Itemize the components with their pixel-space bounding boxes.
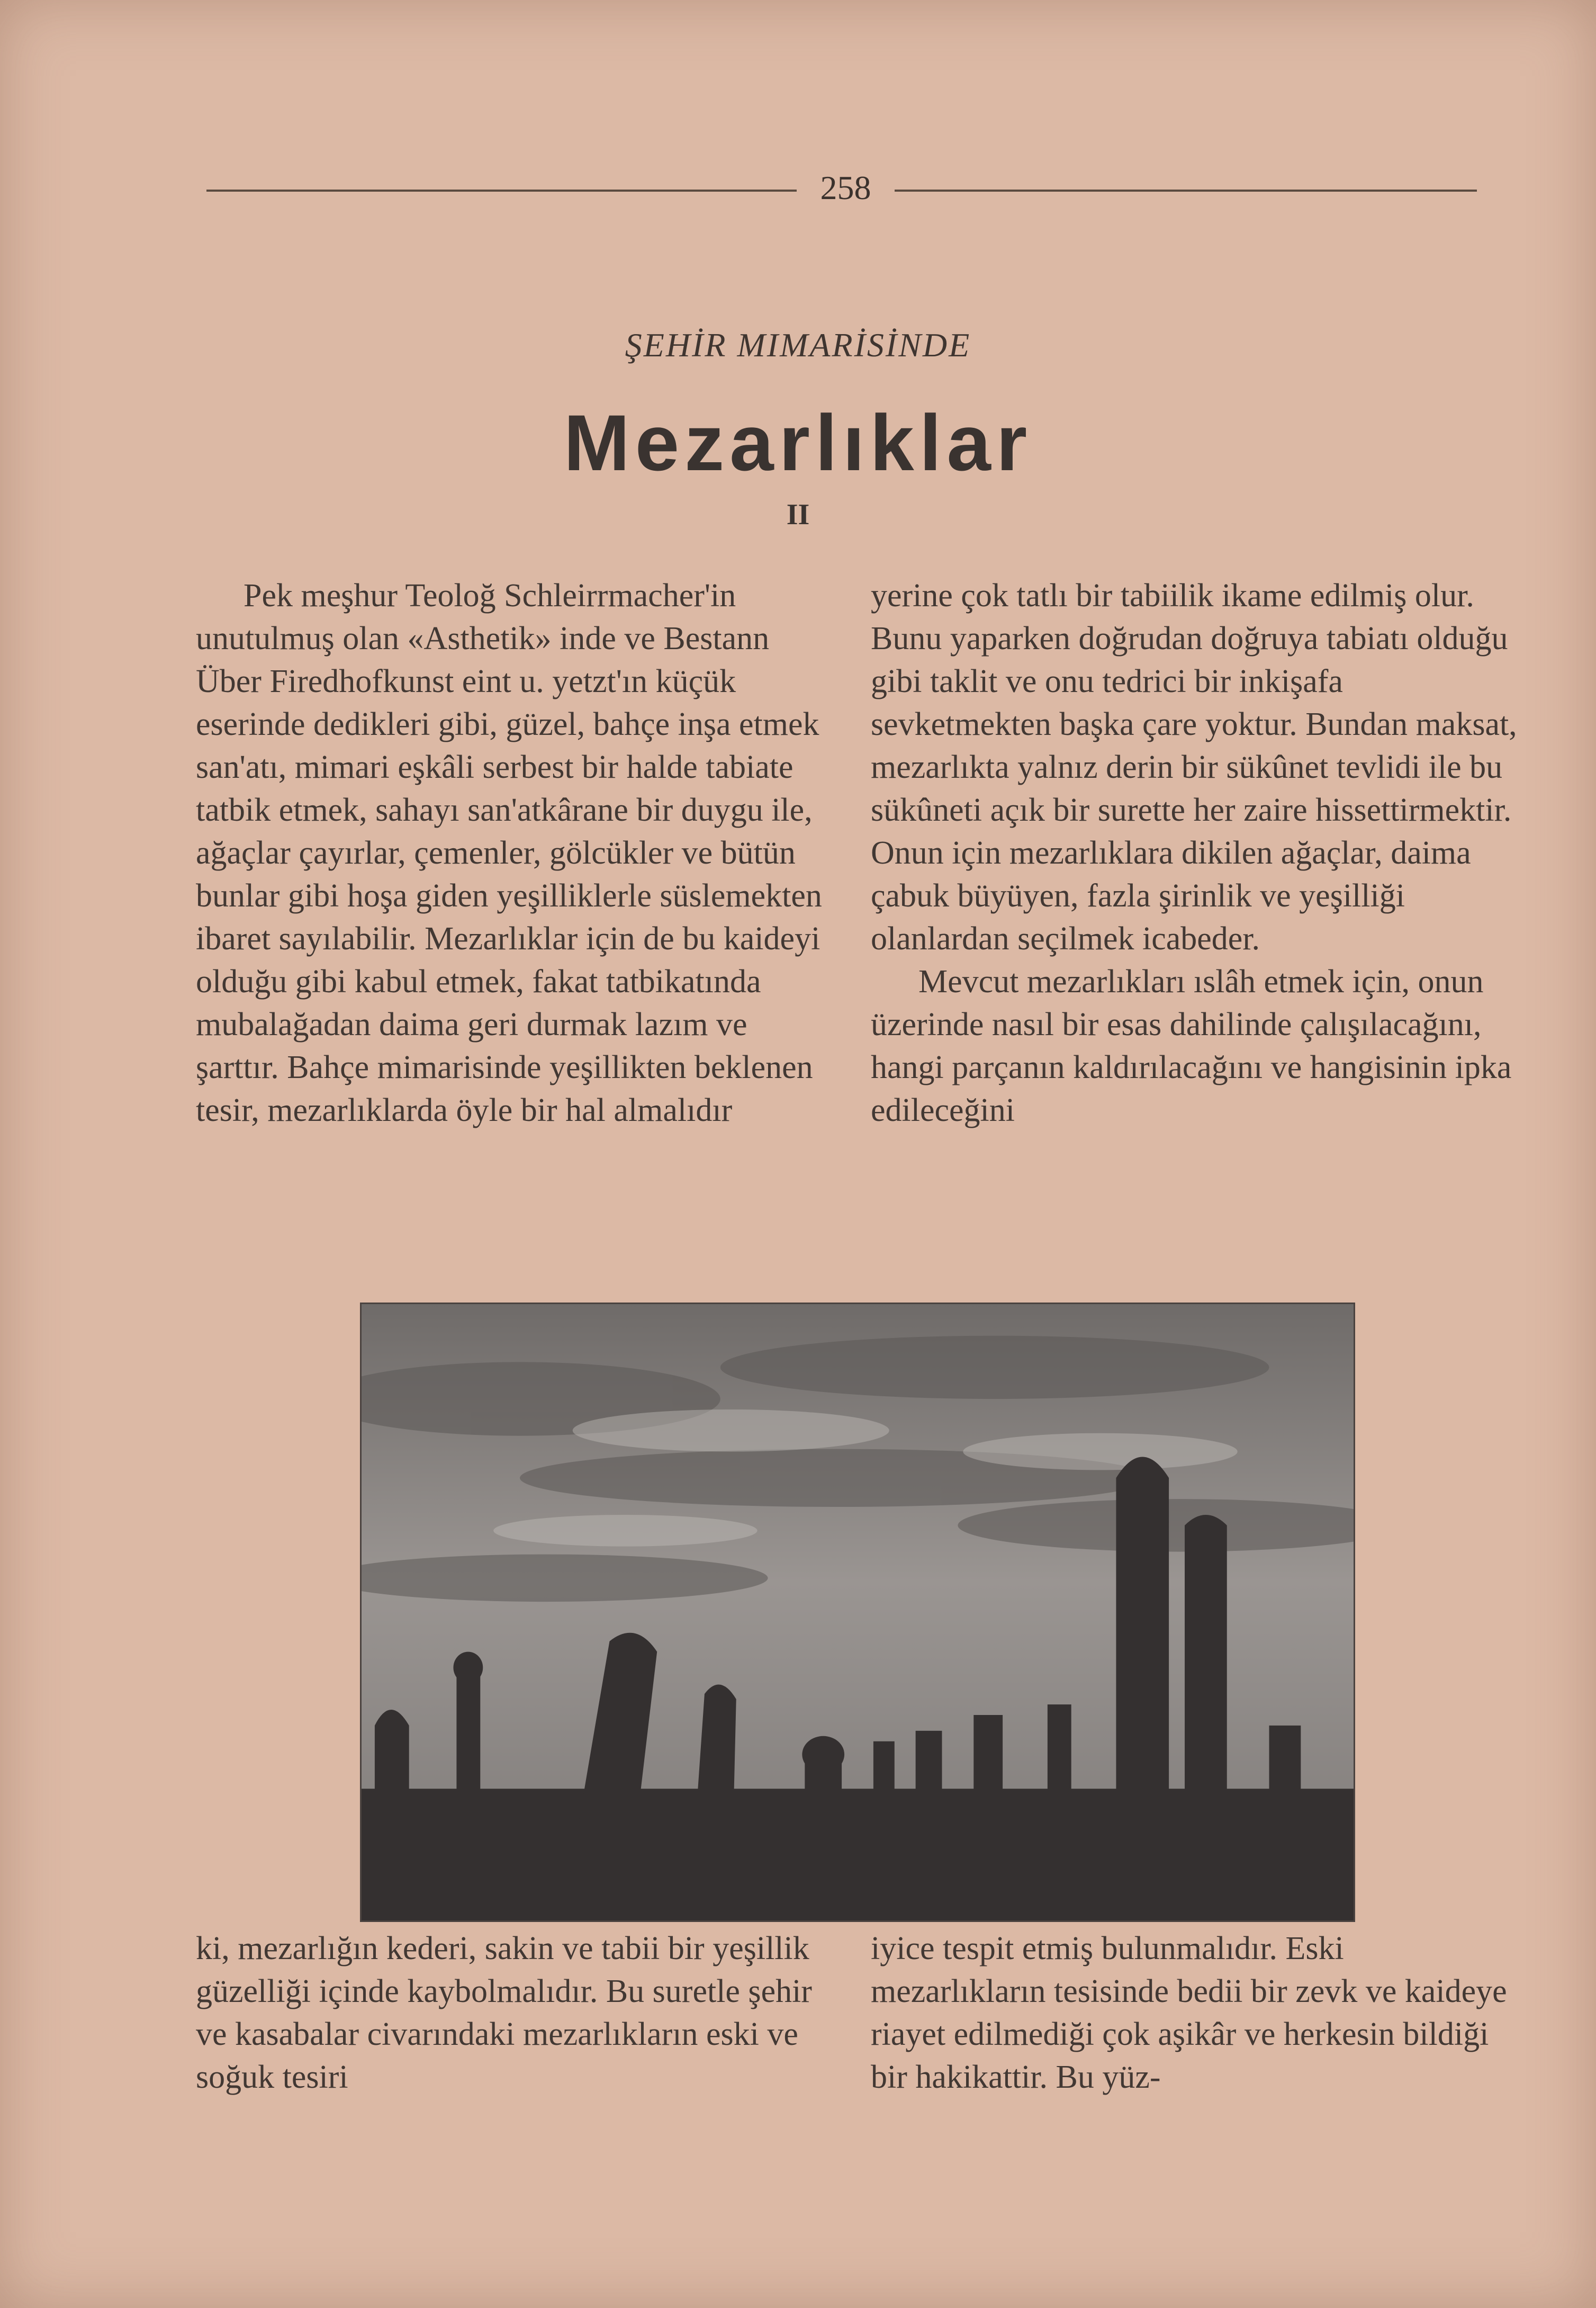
article-column-right-bottom: iyice tespit etmiş bulunmalıdır. Eski mezarlıkların tesisinde bedii bir zevk ve kaideye riayet edilmediği çok aşikâr ve herkesin bildiği bir hakikattir. Bu yüz-: [871, 1930, 1507, 2095]
article-paragraph: Mevcut mezarlıkları ıslâh etmek için, onun üzerinde nasıl bir esas dahilinde çalışılacağını, hangi parçanın kaldırılacağını ve hangisinin ipka edileceğini: [871, 964, 1512, 1128]
cemetery-photograph-image: [362, 1304, 1354, 1920]
article-paragraph: yerine çok tatlı bir tabiilik ikame edilmiş olur. Bunu yaparken doğrudan doğruya tabiatı olduğu gibi taklit ve onu tedrici bir inkişafa sevketmekten başka çare yoktur. Bundan maksat, mezarlıkta yalnız derin bir sükûnet tevlidi ile bu sükûneti açık bir surette her zaire hissettirmektir. Onun için mezarlıklara dikilen ağaçlar, daima çabuk büyüyen, fazla şirinlik ve yeşilliği olanlardan seçilmek icabeder.: [871, 578, 1517, 957]
page-number: 258: [820, 169, 871, 206]
header-rule-left: [206, 190, 797, 192]
section-kicker: ŞEHİR MIMARİSİNDE: [625, 326, 971, 364]
part-number: II: [786, 498, 810, 531]
cemetery-photograph: [360, 1303, 1355, 1922]
header-rule-right: [895, 190, 1477, 192]
article-column-right-top: [871, 574, 1522, 1132]
article-title: Mezarlıklar: [563, 398, 1033, 487]
article-column-left-bottom: ki, mezarlığın kederi, sakin ve tabii bir yeşillik güzelliği içinde kaybolmalıdır. Bu suretle şehir ve kasabalar civarındaki mezarlıkların eski ve soğuk tesiri: [196, 1930, 812, 2095]
article-column-left-top: Pek meşhur Teoloğ Schleirrmacher'in unutulmuş olan «Asthetik» inde ve Bestann Über Firedhofkunst eint u. yetzt'ın küçük eserinde dedikleri gibi, güzel, bahçe inşa etmek san'atı, mimari eşkâli serbest bir halde tabiate tatbik etmek, sahayı san'atkârane bir duygu ile, ağaçlar çayırlar, çemenler, gölcükler ve bütün bunlar gibi hoşa giden yeşilliklerle süslemekten ibaret sayılabilir. Mezarlıklar için de bu kaideyi olduğu gibi kabul etmek, fakat tatbikatında mubalağadan daima geri durmak lazım ve şarttır. Bahçe mimarisinde yeşillikten beklenen tesir, mezarlıklarda öyle bir hal almalıdır: [196, 578, 822, 1128]
